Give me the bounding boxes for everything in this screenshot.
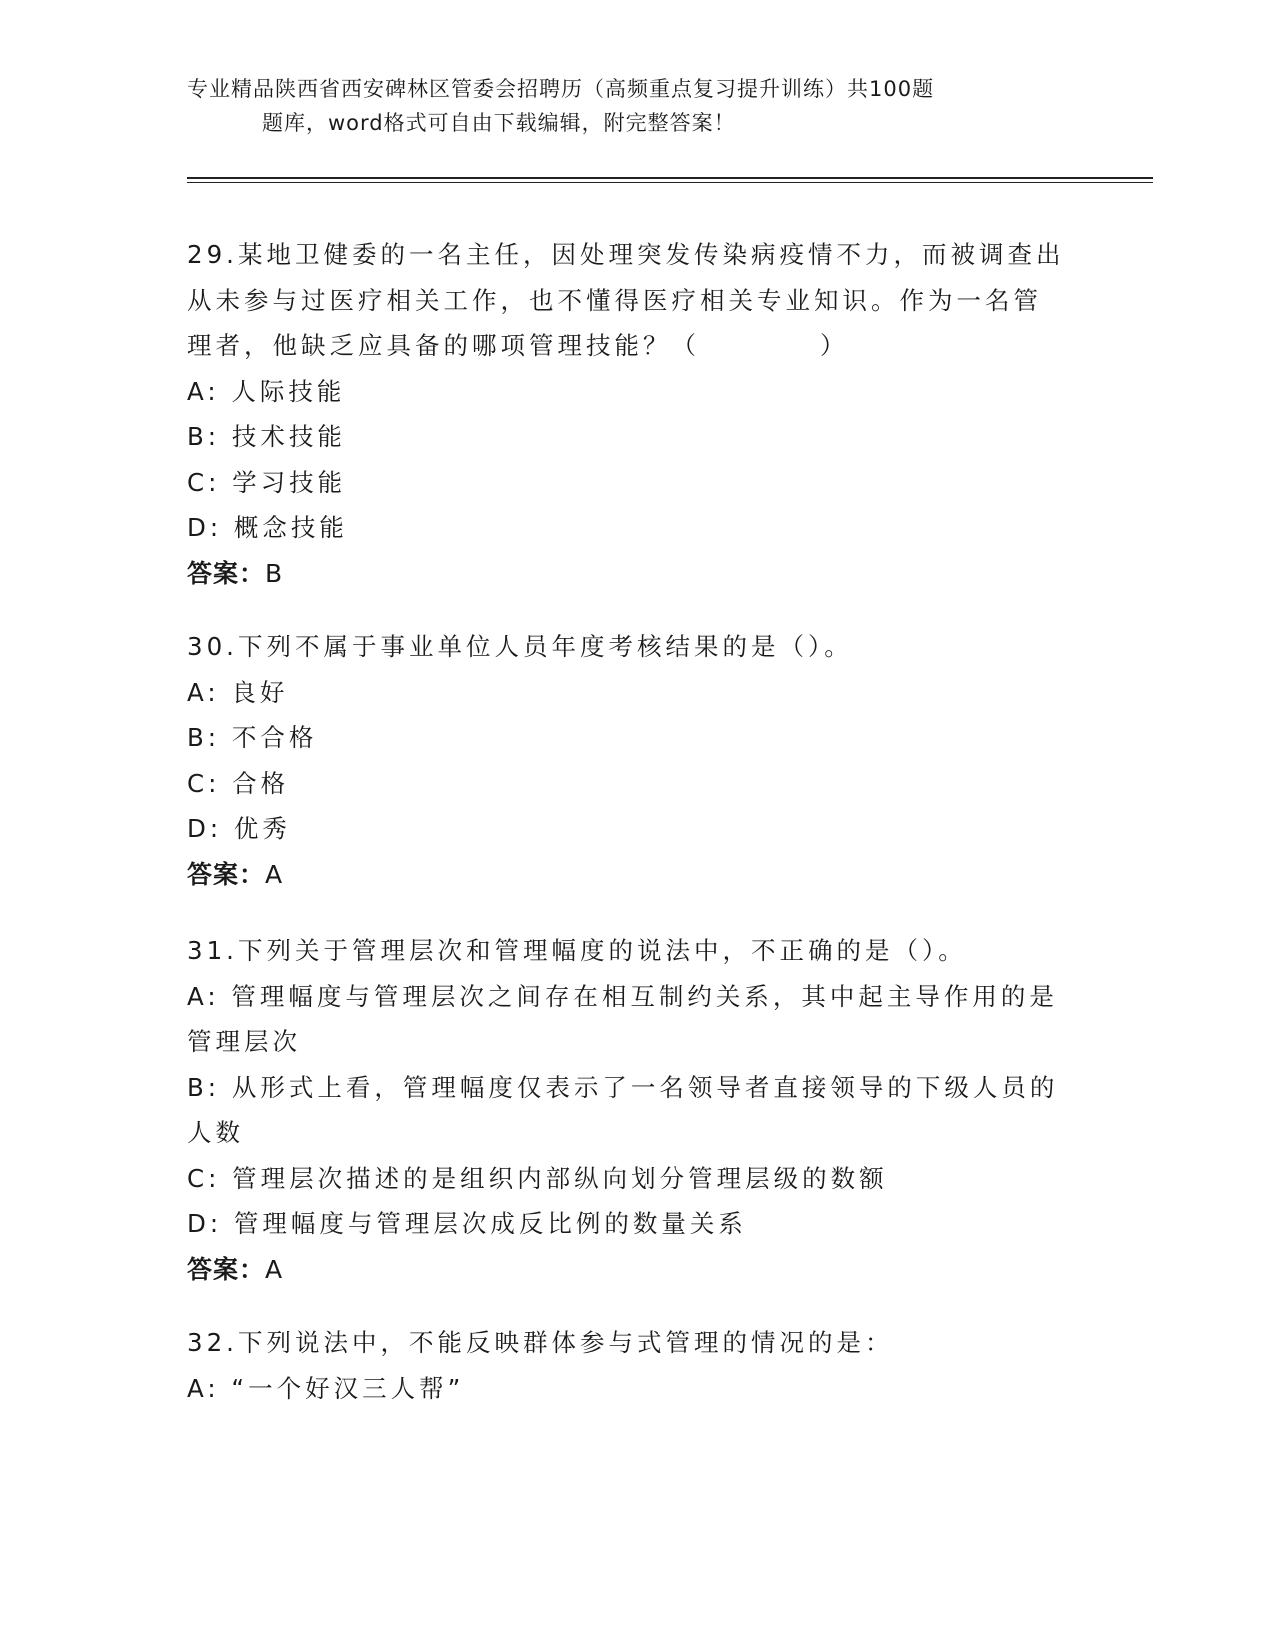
answer-line — [187, 551, 1077, 597]
option-a-continued: 管理层次 — [187, 1027, 301, 1056]
answer-value: A — [265, 1254, 284, 1284]
answer-label: 答案： — [187, 1254, 266, 1284]
question-32 — [187, 1320, 1077, 1411]
option-c: C: 合格 — [187, 768, 290, 798]
answer-line — [187, 1247, 1077, 1293]
question-30 — [187, 624, 1077, 897]
option-b-continued: 人数 — [187, 1118, 244, 1147]
question-31 — [187, 928, 1077, 1292]
question-stem-text: 理者，他缺乏应具备的哪项管理技能？（ — [187, 331, 700, 360]
option-c: C: 管理层次描述的是组织内部纵向划分管理层级的数额 — [187, 1163, 888, 1193]
header-title-line-1: 专业精品陕西省西安碑林区管委会招聘历（高频重点复习提升训练）共100题 — [187, 77, 935, 101]
option-a: A: 人际技能 — [187, 376, 346, 406]
header-divider-thick — [187, 177, 1153, 179]
answer-label: 答案： — [187, 859, 266, 889]
header-divider-thin — [187, 182, 1153, 183]
option-a: A: 良好 — [187, 677, 289, 707]
document-header — [187, 72, 1087, 140]
question-29 — [187, 232, 1077, 596]
option-b: B: 从形式上看，管理幅度仅表示了一名领导者直接领导的下级人员的 — [187, 1072, 1059, 1102]
header-title-line-2: 题库，word格式可自由下载编辑，附完整答案！ — [262, 111, 736, 135]
question-stem-line: 32.下列说法中，不能反映群体参与式管理的情况的是： — [187, 1328, 894, 1357]
option-b: B: 不合格 — [187, 723, 318, 752]
option-d: D: 概念技能 — [187, 513, 348, 542]
question-stem-line: 29.某地卫健委的一名主任，因处理突发传染病疫情不力，而被调查出 — [187, 240, 1065, 269]
option-a: A: “一个好汉三人帮” — [187, 1373, 465, 1403]
question-stem-line — [187, 323, 1077, 369]
option-d: D: 管理幅度与管理层次成反比例的数量关系 — [187, 1209, 747, 1238]
option-b: B: 技术技能 — [187, 422, 346, 451]
answer-label: 答案： — [187, 558, 266, 588]
question-stem-close-paren: ） — [820, 331, 849, 360]
answer-value: B — [265, 558, 284, 588]
question-stem-line: 30.下列不属于事业单位人员年度考核结果的是（）。 — [187, 632, 853, 661]
question-stem-line: 31.下列关于管理层次和管理幅度的说法中，不正确的是（）。 — [187, 936, 967, 965]
answer-value: A — [265, 859, 284, 889]
answer-line — [187, 852, 1077, 898]
option-c: C: 学习技能 — [187, 467, 347, 497]
question-stem-line: 从未参与过医疗相关工作，也不懂得医疗相关专业知识。作为一名管 — [187, 285, 1042, 315]
option-a: A: 管理幅度与管理层次之间存在相互制约关系，其中起主导作用的是 — [187, 981, 1058, 1011]
option-d: D: 优秀 — [187, 814, 291, 843]
